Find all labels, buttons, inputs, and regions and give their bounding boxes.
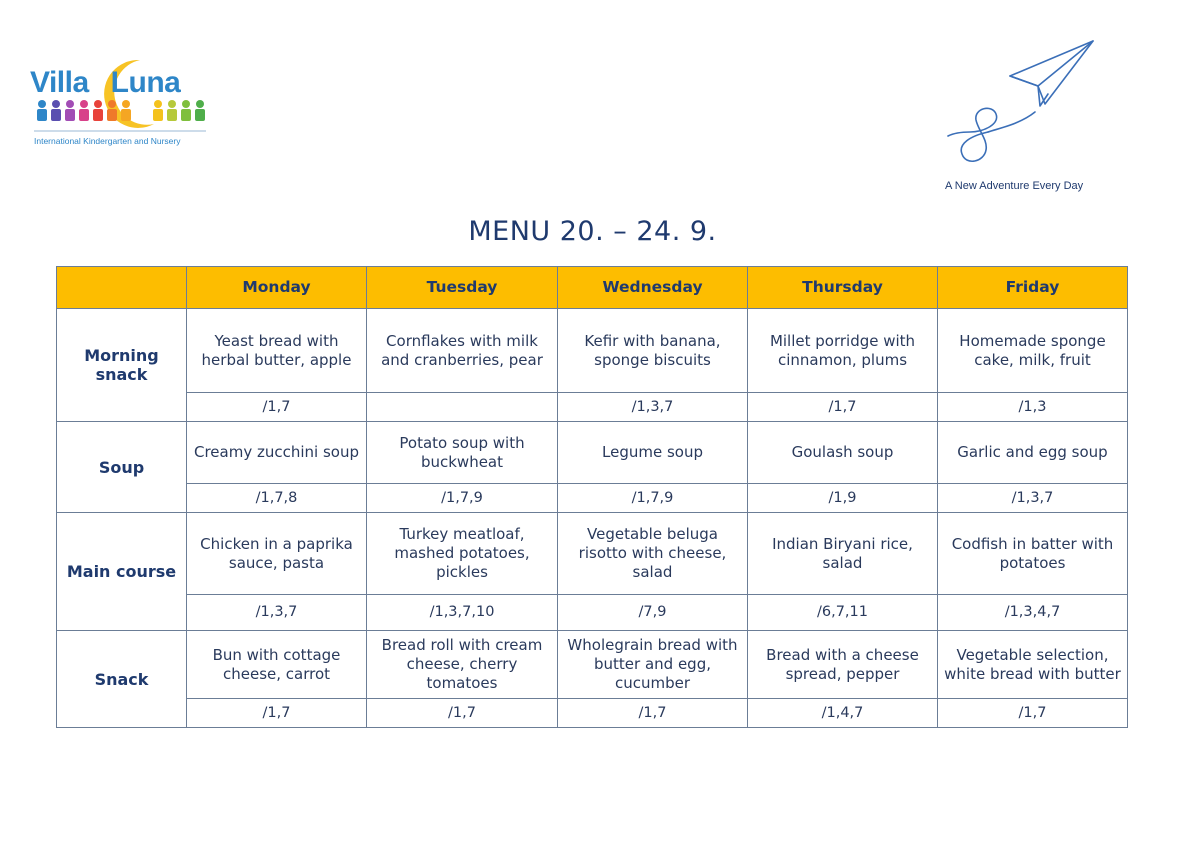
allergen-row: [57, 699, 1128, 728]
logo-tagline: International Kindergarten and Nursery: [34, 136, 181, 146]
allergen-cell: /1,3,7: [187, 595, 367, 631]
dish-cell: Bread roll with cream cheese, cherry tomatoes: [367, 631, 558, 699]
allergen-cell: /1,7,9: [558, 484, 748, 513]
menu-table: [56, 266, 1128, 728]
allergen-row: [57, 484, 1128, 513]
dish-cell: Wholegrain bread with butter and egg, cucumber: [558, 631, 748, 699]
allergen-cell: /1,7: [367, 699, 558, 728]
paper-plane-icon: [940, 36, 1110, 176]
day-header: Thursday: [748, 267, 938, 309]
dish-cell: Codfish in batter with potatoes: [938, 513, 1128, 595]
dish-cell: Garlic and egg soup: [938, 422, 1128, 484]
dish-cell: Vegetable selection, white bread with butter: [938, 631, 1128, 699]
allergen-cell: /1,7,8: [187, 484, 367, 513]
meal-label: Morning snack: [57, 309, 187, 422]
allergen-cell: /1,7: [187, 699, 367, 728]
dish-cell: Turkey meatloaf, mashed potatoes, pickles: [367, 513, 558, 595]
dish-cell: Kefir with banana, sponge biscuits: [558, 309, 748, 393]
dish-cell: Millet porridge with cinnamon, plums: [748, 309, 938, 393]
dish-cell: Vegetable beluga risotto with cheese, salad: [558, 513, 748, 595]
table-row: [57, 631, 1128, 699]
dish-cell: Legume soup: [558, 422, 748, 484]
day-header: Friday: [938, 267, 1128, 309]
allergen-cell: /1,7: [187, 393, 367, 422]
day-header: Monday: [187, 267, 367, 309]
allergen-cell: /1,3: [938, 393, 1128, 422]
dish-cell: Indian Biryani rice, salad: [748, 513, 938, 595]
allergen-cell: /1,3,7,10: [367, 595, 558, 631]
dish-cell: Homemade sponge cake, milk, fruit: [938, 309, 1128, 393]
logo-name: [30, 66, 180, 100]
dish-cell: Goulash soup: [748, 422, 938, 484]
dish-cell: Potato soup with buckwheat: [367, 422, 558, 484]
villa-luna-logo: [28, 52, 218, 152]
allergen-cell: [367, 393, 558, 422]
meal-label: Snack: [57, 631, 187, 728]
allergen-cell: /1,7,9: [367, 484, 558, 513]
allergen-cell: /6,7,11: [748, 595, 938, 631]
allergen-cell: /1,3,7: [558, 393, 748, 422]
page-title: MENU 20. – 24. 9.: [468, 216, 717, 247]
meal-label: Main course: [57, 513, 187, 631]
dish-cell: Bread with a cheese spread, pepper: [748, 631, 938, 699]
dish-cell: Creamy zucchini soup: [187, 422, 367, 484]
allergen-row: [57, 595, 1128, 631]
allergen-cell: /1,3,4,7: [938, 595, 1128, 631]
header-empty-cell: [57, 267, 187, 309]
allergen-row: [57, 393, 1128, 422]
slogan: A New Adventure Every Day: [945, 180, 1084, 192]
logo-name-villa: Villa: [30, 66, 89, 99]
table-row: [57, 513, 1128, 595]
children-figures-icon: [37, 100, 205, 121]
allergen-cell: /1,9: [748, 484, 938, 513]
allergen-cell: /7,9: [558, 595, 748, 631]
allergen-cell: /1,7: [558, 699, 748, 728]
table-header-row: [57, 267, 1128, 309]
logo-name-luna: Luna: [110, 66, 181, 99]
dish-cell: Cornflakes with milk and cranberries, pear: [367, 309, 558, 393]
dish-cell: Bun with cottage cheese, carrot: [187, 631, 367, 699]
allergen-cell: /1,7: [938, 699, 1128, 728]
allergen-cell: /1,3,7: [938, 484, 1128, 513]
allergen-cell: /1,7: [748, 393, 938, 422]
day-header: Wednesday: [558, 267, 748, 309]
table-row: [57, 422, 1128, 484]
day-header: Tuesday: [367, 267, 558, 309]
table-row: [57, 309, 1128, 393]
meal-label: Soup: [57, 422, 187, 513]
allergen-cell: /1,4,7: [748, 699, 938, 728]
dish-cell: Chicken in a paprika sauce, pasta: [187, 513, 367, 595]
dish-cell: Yeast bread with herbal butter, apple: [187, 309, 367, 393]
